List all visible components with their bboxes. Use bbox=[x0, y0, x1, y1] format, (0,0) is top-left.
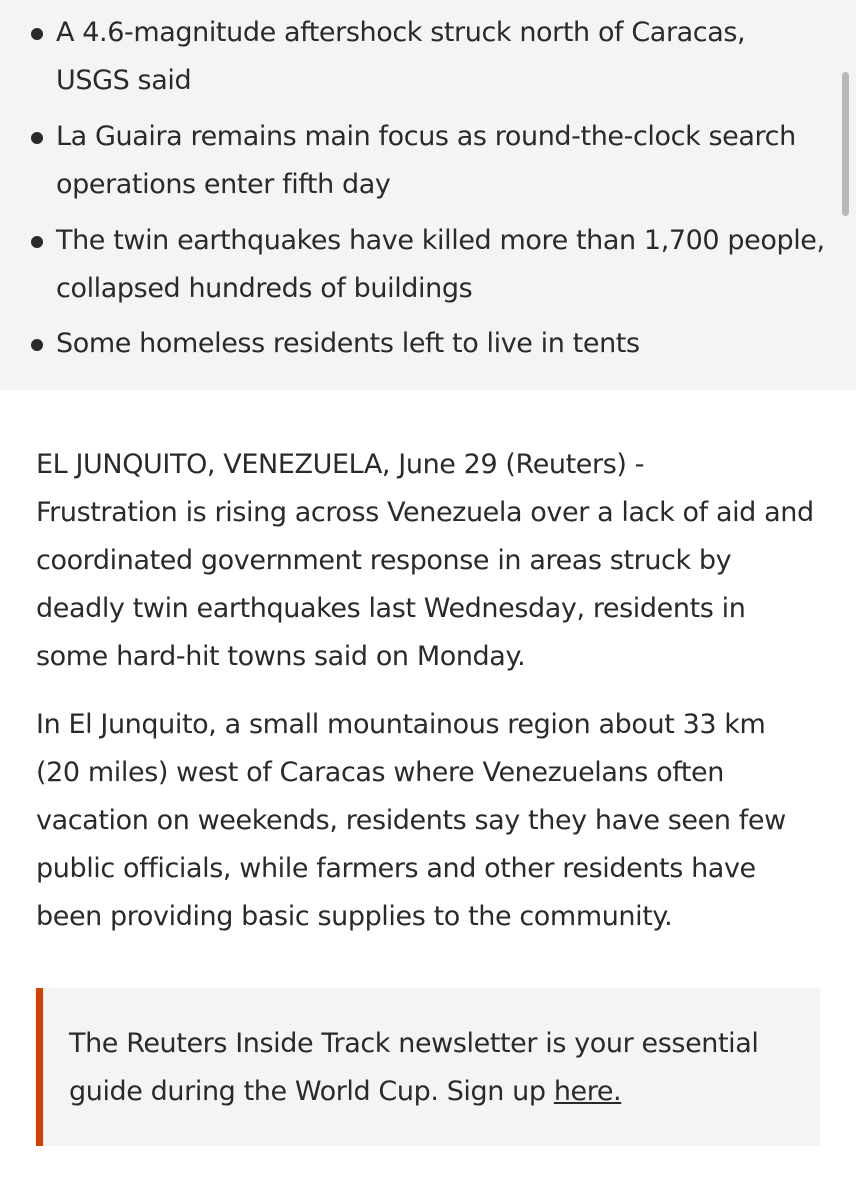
key-point-text: A 4.6-magnitude aftershock struck north of Caracas, USGS said bbox=[56, 17, 746, 96]
newsletter-text: The Reuters Inside Track newsletter is your essential guide during the World Cup. Sign up here. bbox=[69, 1028, 759, 1107]
article-paragraph: In El Junquito, a small mountainous region about 33 km (20 miles) west of Caracas where Venezuelans often vacation on weekends, residents say they have seen few public officials, while farmers and other residents have been providing basic supplies to the community. bbox=[36, 709, 786, 932]
key-point-text: Some homeless residents left to live in tents bbox=[56, 328, 640, 359]
key-point-item bbox=[0, 113, 820, 209]
bullet-icon bbox=[31, 236, 43, 248]
bullet-icon bbox=[31, 28, 43, 40]
key-point-text: The twin earthquakes have killed more than 1,700 people, collapsed hundreds of buildings bbox=[56, 225, 825, 304]
key-point-item bbox=[0, 9, 820, 105]
key-point-text: La Guaira remains main focus as round-the-clock search operations enter fifth day bbox=[56, 121, 796, 200]
key-point-item bbox=[0, 320, 820, 368]
newsletter-callout bbox=[36, 988, 820, 1146]
key-points-panel bbox=[0, 0, 856, 390]
newsletter-signup-link[interactable]: here. bbox=[553, 1076, 622, 1107]
bullet-icon bbox=[31, 339, 43, 351]
scrollbar-thumb[interactable] bbox=[842, 72, 849, 216]
bullet-icon bbox=[31, 132, 43, 144]
callout-accent-bar bbox=[36, 988, 43, 1146]
key-point-item bbox=[0, 217, 825, 313]
article-paragraph: EL JUNQUITO, VENEZUELA, June 29 (Reuters) - Frustration is rising across Venezuela over a lack of aid and coordinated government response in areas struck by deadly twin earthquakes last Wednesday, residents in some hard-hit towns said on Monday. bbox=[36, 449, 814, 672]
